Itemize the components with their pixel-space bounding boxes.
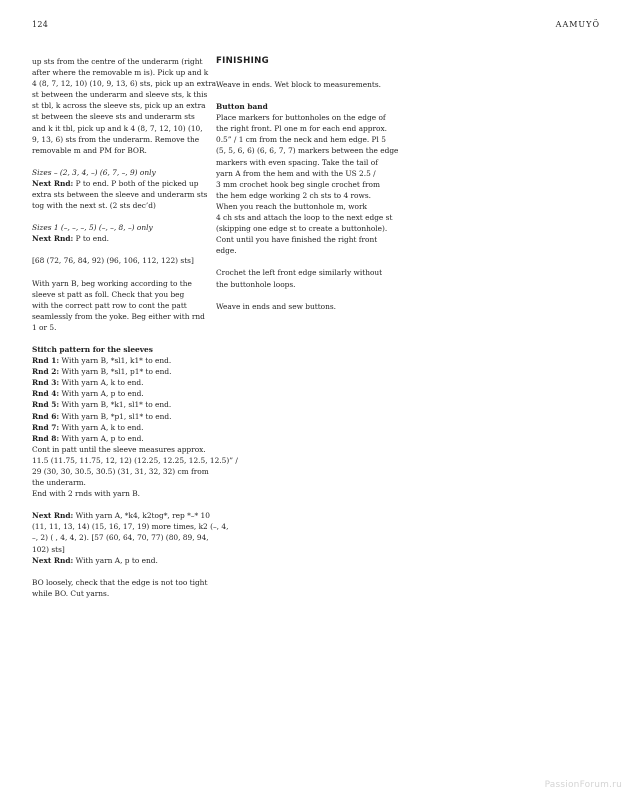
- paragraph-decrease: [32, 510, 229, 565]
- text-line: With yarn B, beg working according to the: [32, 278, 192, 288]
- paragraph-sew-buttons: [216, 301, 396, 312]
- text-line: st between the sleeve sts and underarm sts: [32, 112, 195, 122]
- paragraph-button-band: [216, 112, 399, 256]
- text-line: When you reach the buttonhole m, work: [216, 201, 368, 211]
- text-line: the right front. Pl one m for each end approx.: [216, 124, 387, 134]
- text-line: after where the removable m is). Pick up and k: [32, 68, 209, 78]
- round-text: With yarn B, *p1, sl1* to end.: [59, 411, 172, 421]
- text-line: BO loosely, check that the edge is not too tight: [32, 577, 208, 587]
- text-line: 4 (8, 7, 12, 10) (10, 9, 13, 6) sts, pick up an extra: [32, 79, 217, 89]
- paragraph-sizes-a: [32, 167, 208, 211]
- text-line: the hem edge working 2 ch sts to 4 rows.: [216, 190, 371, 200]
- text-line: Place markers for buttonholes on the edge of: [216, 113, 386, 123]
- watermark: PassionForum.ru: [544, 780, 622, 790]
- sizes-note: Sizes 1 (–, –, –, 5) (–, –, 8, –) only: [32, 223, 153, 233]
- text-line: Weave in ends and sew buttons.: [216, 301, 337, 311]
- stitch-count: [32, 255, 204, 266]
- round-text: With yarn B, *sl1, p1* to end.: [59, 367, 172, 377]
- left-column: [32, 56, 238, 610]
- page-header: [32, 20, 600, 34]
- round-label: Rnd 7:: [32, 422, 60, 432]
- text-line: Cont until you have finished the right front: [216, 235, 378, 245]
- text-line: With yarn A, *k4, k2tog*, rep *–* 10: [73, 511, 210, 521]
- next-rnd-label: Next Rnd:: [32, 555, 74, 565]
- next-rnd-label: Next Rnd:: [32, 234, 74, 244]
- round-label: Rnd 3:: [32, 378, 60, 388]
- text-line: [68 (72, 76, 84, 92) (96, 106, 112, 122) sts]: [32, 256, 194, 266]
- text-line: 0.5” / 1 cm from the neck and hem edge. Pl 5: [216, 135, 386, 145]
- round-text: With yarn A, p to end.: [59, 389, 144, 399]
- round-label: Rnd 6:: [32, 411, 60, 421]
- text-line: up sts from the centre of the underarm (right: [32, 57, 203, 66]
- text-line: P to end. P both of the picked up: [73, 178, 199, 188]
- text-line: End with 2 rnds with yarn B.: [32, 489, 140, 499]
- text-line: P to end.: [73, 234, 109, 244]
- text-line: Cont in patt until the sleeve measures approx.: [32, 444, 206, 454]
- text-line: edge.: [216, 246, 237, 256]
- text-line: the underarm.: [32, 478, 86, 488]
- round-label: Rnd 1:: [32, 356, 60, 366]
- text-line: 9, 13, 6) sts from the underarm. Remove the: [32, 134, 200, 144]
- text-line: 3 mm crochet hook beg single crochet from: [216, 179, 380, 189]
- round-text: With yarn A, k to end.: [59, 422, 144, 432]
- round-label: Rnd 4:: [32, 389, 60, 399]
- text-line: 102) sts]: [32, 544, 65, 554]
- button-band-heading: Button band: [216, 102, 268, 112]
- text-line: Weave in ends. Wet block to measurements.: [216, 80, 381, 89]
- text-line: the buttonhole loops.: [216, 279, 296, 289]
- round-text: With yarn B, *sl1, k1* to end.: [59, 356, 172, 366]
- round-text: With yarn A, k to end.: [59, 378, 144, 388]
- text-line: (11, 11, 13, 14) (15, 16, 17, 19) more times, k2 (–, 4,: [32, 522, 229, 532]
- text-line: extra sts between the sleeve and underarm sts: [32, 190, 208, 200]
- round-text: With yarn B, *k1, sl1* to end.: [59, 400, 172, 410]
- text-line: With yarn A, p to end.: [73, 555, 158, 565]
- text-line: markers with even spacing. Take the tail of: [216, 157, 378, 167]
- round-text: With yarn A, p to end.: [59, 433, 144, 443]
- text-line: 4 ch sts and attach the loop to the next edge st: [216, 213, 393, 223]
- text-line: (skipping one edge st to create a buttonhole).: [216, 224, 388, 234]
- text-line: yarn A from the hem and with the US 2.5 /: [216, 168, 376, 178]
- text-line: st between the underarm and sleeve sts, k this: [32, 90, 208, 100]
- round-label: Rnd 2:: [32, 367, 60, 377]
- text-line: –, 2) ( , 4, 4, 2). [57 (60, 64, 70, 77) (80, 89, 94,: [32, 533, 209, 543]
- stitch-pattern-heading: Stitch pattern for the sleeves: [32, 344, 153, 354]
- text-line: and k it tbl, pick up and k 4 (8, 7, 12, 10) (10,: [32, 123, 203, 133]
- text-line: seamlessly from the yoke. Beg either with rnd: [32, 311, 205, 321]
- text-line: 11.5 (11.75, 11.75, 12, 12) (12.25, 12.25, 12.5, 12.5)” /: [32, 455, 238, 465]
- book-title: AAMUYÖ: [555, 20, 600, 29]
- stitch-pattern-section: [32, 344, 238, 499]
- paragraph-yarn-b: [32, 278, 204, 333]
- right-column: [216, 56, 399, 323]
- text-line: removable m and PM for BOR.: [32, 145, 147, 155]
- text-line: Crochet the left front edge similarly without: [216, 268, 383, 278]
- text-line: tog with the next st. (2 sts dec’d): [32, 201, 156, 211]
- paragraph-bind-off: [32, 577, 208, 599]
- text-line: 1 or 5.: [32, 322, 57, 332]
- text-line: (5, 5, 6, 6) (6, 6, 7, 7) markers between the edge: [216, 146, 399, 156]
- round-label: Rnd 8:: [32, 433, 60, 443]
- paragraph-sizes-b: [32, 222, 204, 244]
- text-line: 29 (30, 30, 30.5, 30.5) (31, 31, 32, 32) cm from: [32, 467, 209, 476]
- round-label: Rnd 5:: [32, 400, 60, 410]
- text-line: with the correct patt row to cont the patt: [32, 300, 187, 310]
- page-number: 124: [32, 20, 49, 29]
- text-line: sleeve st patt as foll. Check that you beg: [32, 289, 185, 299]
- paragraph-weave-block: [216, 79, 396, 90]
- paragraph-left-front: [216, 267, 396, 289]
- text-line: st tbl, k across the sleeve sts, pick up an extra: [32, 101, 206, 111]
- paragraph-pick-up: [32, 56, 217, 156]
- text-line: while BO. Cut yarns.: [32, 588, 110, 598]
- next-rnd-label: Next Rnd:: [32, 178, 74, 188]
- sizes-note: Sizes – (2, 3, 4, –) (6, 7, –, 9) only: [32, 167, 156, 177]
- next-rnd-label: Next Rnd:: [32, 511, 74, 521]
- finishing-heading: FINISHING: [216, 56, 269, 66]
